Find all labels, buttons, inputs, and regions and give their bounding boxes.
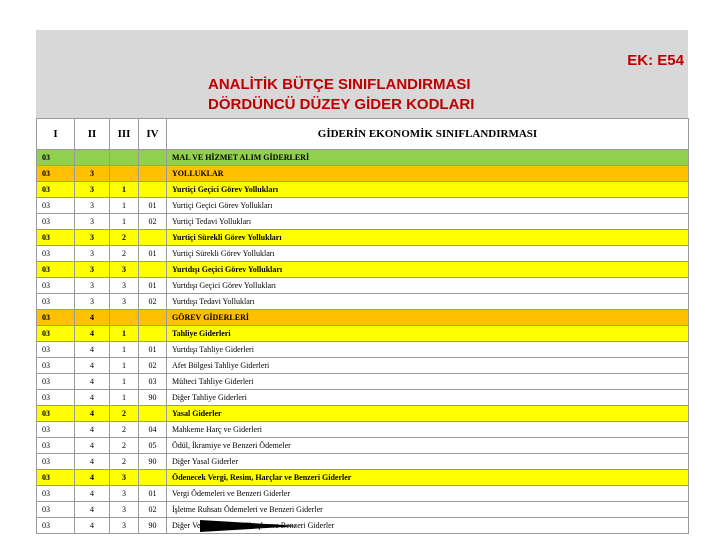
row-description: Yurtiçi Sürekli Görev Yollukları [167, 246, 689, 262]
row-code-3 [110, 150, 139, 166]
row-code-1: 03 [37, 262, 75, 278]
row-description: GÖREV GİDERLERİ [167, 310, 689, 326]
document-title: ANALİTİK BÜTÇE SINIFLANDIRMASI [208, 76, 471, 93]
row-code-3: 3 [110, 486, 139, 502]
row-code-4: 05 [139, 438, 167, 454]
row-code-1: 03 [37, 518, 75, 534]
row-code-3: 3 [110, 518, 139, 534]
row-code-3: 2 [110, 230, 139, 246]
row-code-2: 4 [75, 310, 110, 326]
table-row [37, 486, 689, 502]
col-header-description: GİDERİN EKONOMİK SINIFLANDIRMASI [167, 119, 689, 150]
row-code-2: 3 [75, 166, 110, 182]
table-row [37, 342, 689, 358]
table-row [37, 230, 689, 246]
row-description: Tahliye Giderleri [167, 326, 689, 342]
row-code-3: 3 [110, 262, 139, 278]
row-code-1: 03 [37, 326, 75, 342]
row-code-3: 1 [110, 326, 139, 342]
row-description: Yurtdışı Geçici Görev Yollukları [167, 262, 689, 278]
row-code-4: 02 [139, 294, 167, 310]
row-code-1: 03 [37, 230, 75, 246]
table-header-row [37, 119, 689, 150]
row-code-2: 4 [75, 518, 110, 534]
col-header-iii: III [110, 119, 139, 150]
row-code-1: 03 [37, 166, 75, 182]
row-code-2: 4 [75, 358, 110, 374]
row-code-1: 03 [37, 342, 75, 358]
table-row [37, 406, 689, 422]
row-code-4: 02 [139, 214, 167, 230]
row-description: Yurtdışı Tahliye Giderleri [167, 342, 689, 358]
row-code-1: 03 [37, 310, 75, 326]
row-description: YOLLUKLAR [167, 166, 689, 182]
table-row [37, 246, 689, 262]
table-row [37, 390, 689, 406]
row-code-3: 2 [110, 454, 139, 470]
table-row [37, 326, 689, 342]
row-description: Yurtiçi Tedavi Yollukları [167, 214, 689, 230]
row-code-3: 2 [110, 422, 139, 438]
row-code-4 [139, 406, 167, 422]
annex-label: EK: E54 [627, 52, 684, 69]
row-code-3 [110, 166, 139, 182]
row-code-1: 03 [37, 246, 75, 262]
row-code-1: 03 [37, 294, 75, 310]
row-code-4: 01 [139, 246, 167, 262]
row-code-4 [139, 326, 167, 342]
row-code-2: 3 [75, 294, 110, 310]
row-description: Vergi Ödemeleri ve Benzeri Giderler [167, 486, 689, 502]
row-code-2: 3 [75, 182, 110, 198]
row-code-4 [139, 470, 167, 486]
row-code-2: 4 [75, 374, 110, 390]
row-description: Afet Bölgesi Tahliye Giderleri [167, 358, 689, 374]
row-code-3: 3 [110, 470, 139, 486]
row-code-3: 1 [110, 182, 139, 198]
row-code-2: 4 [75, 454, 110, 470]
row-code-1: 03 [37, 198, 75, 214]
row-code-4: 01 [139, 486, 167, 502]
row-description: Mahkeme Harç ve Giderleri [167, 422, 689, 438]
row-description: Yurtiçi Geçici Görev Yollukları [167, 182, 689, 198]
row-code-3: 2 [110, 406, 139, 422]
row-description: Diğer Vergi, Resim ve Harçlar ve Benzeri Giderler [167, 518, 689, 534]
row-description: Yurtiçi Sürekli Görev Yollukları [167, 230, 689, 246]
col-header-ii: II [75, 119, 110, 150]
row-code-4: 02 [139, 502, 167, 518]
row-description: Ödül, İkramiye ve Benzeri Ödemeler [167, 438, 689, 454]
table-row [37, 470, 689, 486]
row-code-4: 01 [139, 198, 167, 214]
document-subtitle: DÖRDÜNCÜ DÜZEY GİDER KODLARI [208, 96, 475, 113]
row-code-3: 2 [110, 246, 139, 262]
row-code-4: 90 [139, 390, 167, 406]
row-code-1: 03 [37, 182, 75, 198]
row-code-3: 1 [110, 390, 139, 406]
row-code-1: 03 [37, 390, 75, 406]
row-code-1: 03 [37, 438, 75, 454]
row-code-3: 2 [110, 438, 139, 454]
row-code-4 [139, 262, 167, 278]
table-row [37, 358, 689, 374]
row-code-2: 3 [75, 230, 110, 246]
row-code-1: 03 [37, 278, 75, 294]
table-row [37, 438, 689, 454]
table-row [37, 262, 689, 278]
row-code-4 [139, 166, 167, 182]
row-code-1: 03 [37, 422, 75, 438]
row-code-4: 02 [139, 358, 167, 374]
table-row [37, 150, 689, 166]
row-code-2: 4 [75, 422, 110, 438]
row-code-2: 4 [75, 326, 110, 342]
table-row [37, 454, 689, 470]
table-row [37, 422, 689, 438]
table-row [37, 214, 689, 230]
row-code-4 [139, 310, 167, 326]
row-code-2 [75, 150, 110, 166]
row-code-2: 4 [75, 438, 110, 454]
row-code-1: 03 [37, 150, 75, 166]
row-code-1: 03 [37, 406, 75, 422]
row-code-3: 3 [110, 502, 139, 518]
arrow-decoration [200, 520, 300, 532]
row-description: Mülteci Tahliye Giderleri [167, 374, 689, 390]
row-code-1: 03 [37, 214, 75, 230]
row-description: Diğer Yasal Giderler [167, 454, 689, 470]
row-code-4: 90 [139, 454, 167, 470]
row-code-4: 01 [139, 278, 167, 294]
table-row [37, 166, 689, 182]
table-row [37, 374, 689, 390]
row-code-1: 03 [37, 486, 75, 502]
row-code-3: 1 [110, 342, 139, 358]
row-description: Diğer Tahliye Giderleri [167, 390, 689, 406]
row-code-2: 4 [75, 486, 110, 502]
row-code-4: 03 [139, 374, 167, 390]
table-row [37, 518, 689, 534]
row-code-2: 3 [75, 262, 110, 278]
row-code-2: 3 [75, 246, 110, 262]
row-description: Yasal Giderler [167, 406, 689, 422]
table-row [37, 310, 689, 326]
row-code-2: 3 [75, 214, 110, 230]
title-banner [36, 30, 688, 118]
row-code-2: 4 [75, 342, 110, 358]
table-row [37, 278, 689, 294]
row-code-2: 4 [75, 406, 110, 422]
row-description: Yurtiçi Geçici Görev Yollukları [167, 198, 689, 214]
row-code-3: 1 [110, 214, 139, 230]
row-code-2: 3 [75, 198, 110, 214]
row-description: Yurtdışı Geçici Görev Yollukları [167, 278, 689, 294]
row-code-3: 3 [110, 278, 139, 294]
row-code-2: 4 [75, 502, 110, 518]
row-code-2: 3 [75, 278, 110, 294]
row-description: Ödenecek Vergi, Resim, Harçlar ve Benzeri Giderler [167, 470, 689, 486]
row-code-3: 3 [110, 294, 139, 310]
row-code-1: 03 [37, 358, 75, 374]
row-description: Yurtdışı Tedavi Yollukları [167, 294, 689, 310]
table-row [37, 502, 689, 518]
row-code-4 [139, 150, 167, 166]
row-description: İşletme Ruhsatı Ödemeleri ve Benzeri Giderler [167, 502, 689, 518]
expense-code-table [36, 118, 689, 534]
row-description: MAL VE HİZMET ALIM GİDERLERİ [167, 150, 689, 166]
row-code-4 [139, 182, 167, 198]
row-code-3: 1 [110, 374, 139, 390]
row-code-1: 03 [37, 374, 75, 390]
row-code-4 [139, 230, 167, 246]
col-header-i: I [37, 119, 75, 150]
row-code-3: 1 [110, 358, 139, 374]
row-code-1: 03 [37, 454, 75, 470]
row-code-2: 4 [75, 470, 110, 486]
row-code-3: 1 [110, 198, 139, 214]
table-body [37, 150, 689, 534]
row-code-4: 04 [139, 422, 167, 438]
row-code-3 [110, 310, 139, 326]
table-row [37, 182, 689, 198]
table-row [37, 198, 689, 214]
table-row [37, 294, 689, 310]
document-sheet [36, 30, 688, 530]
row-code-4: 01 [139, 342, 167, 358]
row-code-1: 03 [37, 502, 75, 518]
row-code-1: 03 [37, 470, 75, 486]
row-code-4: 90 [139, 518, 167, 534]
row-code-2: 4 [75, 390, 110, 406]
col-header-iv: IV [139, 119, 167, 150]
